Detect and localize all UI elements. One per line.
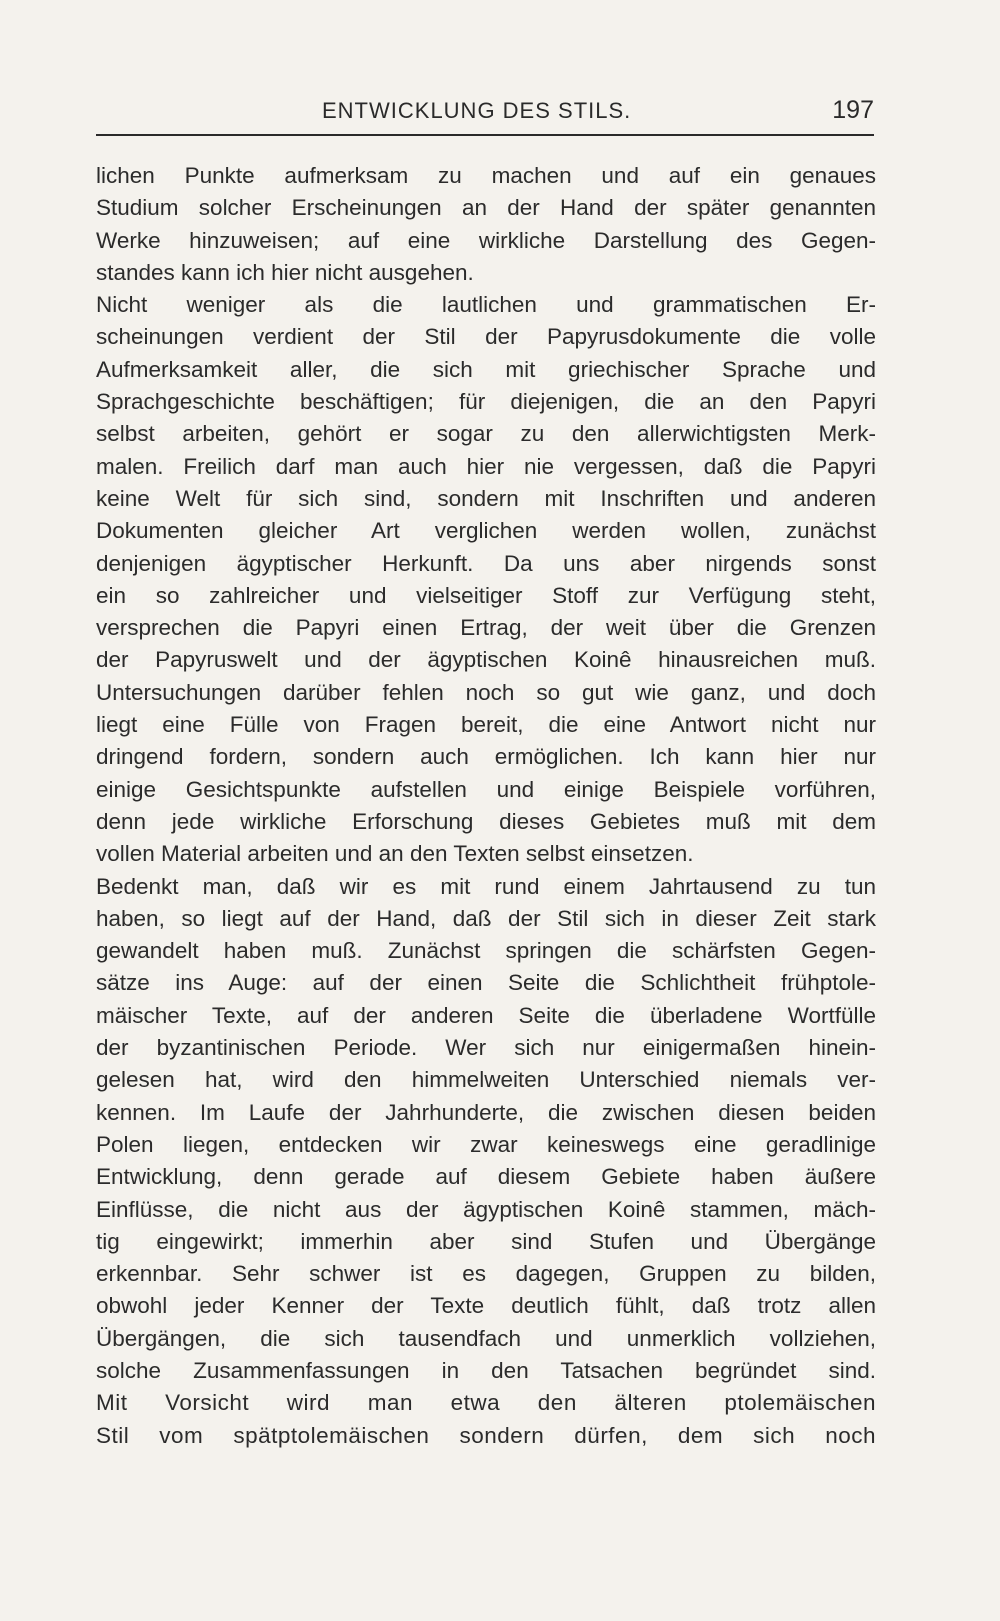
text-line: Übergängen, die sich tausendfach und unmerklich vollziehen, xyxy=(96,1325,876,1351)
text-line: Bedenkt man, daß wir es mit rund einem Jahrtausend zu tun xyxy=(96,873,876,899)
body-text xyxy=(96,160,876,1452)
text-line: ein so zahlreicher und vielseitiger Stoff zur Verfügung steht, xyxy=(96,582,876,608)
text-line: malen. Freilich darf man auch hier nie vergessen, daß die Papyri xyxy=(96,453,876,479)
text-line: Werke hinzuweisen; auf eine wirkliche Darstellung des Gegen- xyxy=(96,227,876,253)
text-line: Untersuchungen darüber fehlen noch so gut wie ganz, und doch xyxy=(96,679,876,705)
text-line: sätze ins Auge: auf der einen Seite die Schlichtheit frühptole- xyxy=(96,970,876,996)
text-line: Sprachgeschichte beschäftigen; für diejenigen, die an den Papyri xyxy=(96,389,876,415)
text-line: erkennbar. Sehr schwer ist es dagegen, Gruppen zu bilden, xyxy=(96,1261,876,1287)
text-line: Studium solcher Erscheinungen an der Hand der später genannten xyxy=(96,195,876,221)
text-line: einige Gesichtspunkte aufstellen und einige Beispiele vorführen, xyxy=(96,776,876,802)
text-line: obwohl jeder Kenner der Texte deutlich fühlt, daß trotz allen xyxy=(96,1293,876,1319)
text-line: lichen Punkte aufmerksam zu machen und auf ein genaues xyxy=(96,163,876,188)
paragraph-end-line: standes kann ich hier nicht ausgehen. xyxy=(96,259,474,285)
text-line: der byzantinischen Periode. Wer sich nur einigermaßen hinein- xyxy=(96,1035,876,1061)
text-line: gewandelt haben muß. Zunächst springen die schärfsten Gegen- xyxy=(96,938,876,964)
text-line: Mit Vorsicht wird man etwa den älteren ptolemäischen xyxy=(96,1390,876,1416)
text-line: haben, so liegt auf der Hand, daß der Stil sich in dieser Zeit stark xyxy=(96,905,876,931)
text-line: mäischer Texte, auf der anderen Seite die überladene Wortfülle xyxy=(96,1002,876,1028)
text-line: Aufmerksamkeit aller, die sich mit griechischer Sprache und xyxy=(96,356,876,382)
text-line: denjenigen ägyptischer Herkunft. Da uns aber nirgends sonst xyxy=(96,550,876,576)
text-line: solche Zusammenfassungen in den Tatsachen begründet sind. xyxy=(96,1357,876,1383)
page-number: 197 xyxy=(832,96,874,124)
text-line: Einflüsse, die nicht aus der ägyptischen Koinê stammen, mäch- xyxy=(96,1196,876,1222)
text-line: selbst arbeiten, gehört er sogar zu den allerwichtigsten Merk- xyxy=(96,421,876,447)
text-line: Dokumenten gleicher Art verglichen werden wollen, zunächst xyxy=(96,518,876,544)
running-title: ENTWICKLUNG DES STILS. xyxy=(322,98,632,123)
text-line: kennen. Im Laufe der Jahrhunderte, die zwischen diesen beiden xyxy=(96,1099,876,1125)
paragraph-end-line: vollen Material arbeiten und an den Texten selbst einsetzen. xyxy=(96,841,694,867)
text-line: Polen liegen, entdecken wir zwar keineswegs eine geradlinige xyxy=(96,1131,876,1157)
text-line: denn jede wirkliche Erforschung dieses Gebietes muß mit dem xyxy=(96,808,876,834)
text-line: tig eingewirkt; immerhin aber sind Stufen und Übergänge xyxy=(96,1228,876,1254)
page-header xyxy=(96,96,874,136)
text-line: scheinungen verdient der Stil der Papyrusdokumente die volle xyxy=(96,324,876,350)
text-line: versprechen die Papyri einen Ertrag, der weit über die Grenzen xyxy=(96,615,876,641)
text-line: liegt eine Fülle von Fragen bereit, die eine Antwort nicht nur xyxy=(96,712,876,738)
text-line: Stil vom spätptolemäischen sondern dürfen, dem sich noch xyxy=(96,1422,876,1448)
text-line: Nicht weniger als die lautlichen und grammatischen Er- xyxy=(96,292,876,318)
text-line: der Papyruswelt und der ägyptischen Koinê hinausreichen muß. xyxy=(96,647,876,673)
text-line: Entwicklung, denn gerade auf diesem Gebiete haben äußere xyxy=(96,1164,876,1190)
text-line: gelesen hat, wird den himmelweiten Unterschied niemals ver- xyxy=(96,1067,876,1093)
text-line: dringend fordern, sondern auch ermöglichen. Ich kann hier nur xyxy=(96,744,876,770)
text-line: keine Welt für sich sind, sondern mit Inschriften und anderen xyxy=(96,485,876,511)
